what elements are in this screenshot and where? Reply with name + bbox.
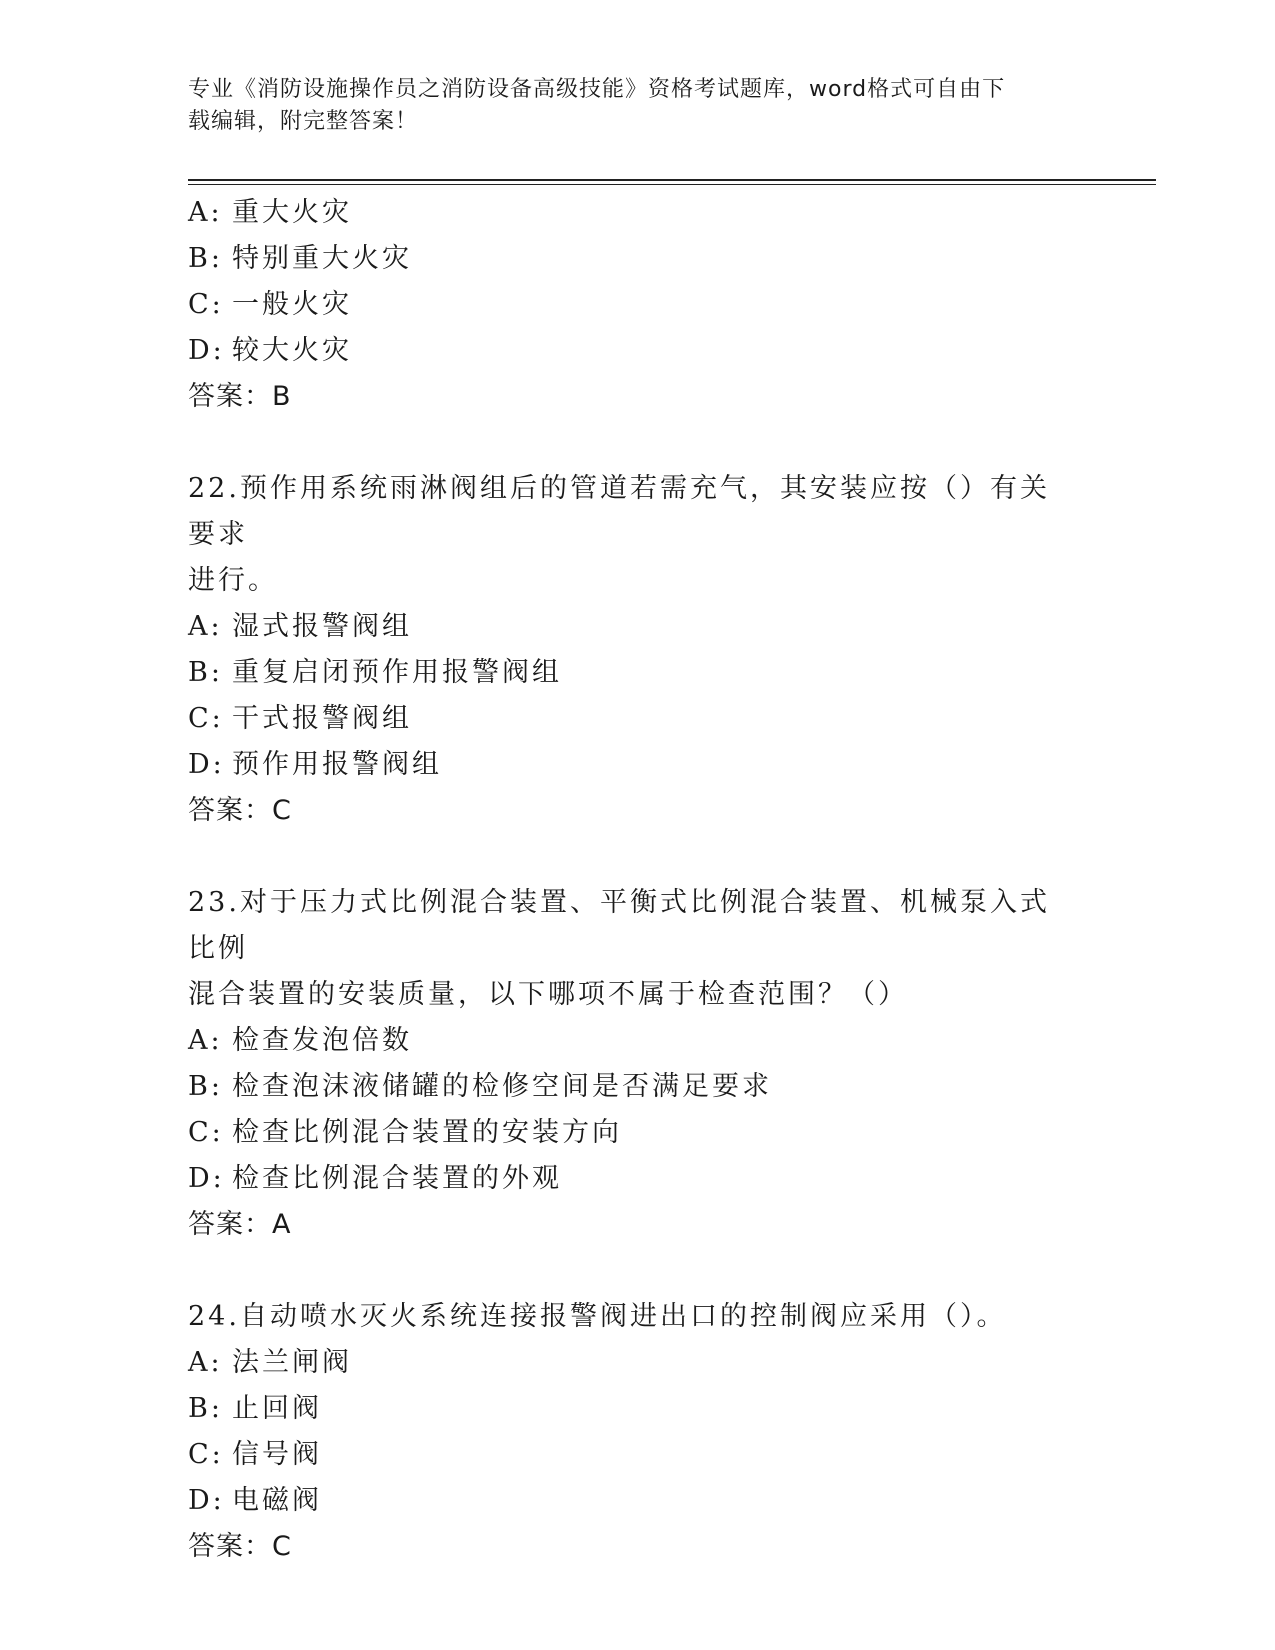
option-d: D: 预作用报警阀组 bbox=[188, 749, 442, 780]
question-list bbox=[188, 190, 1088, 1570]
option-a: A: 重大火灾 bbox=[188, 197, 352, 228]
header-line-1: 专业《消防设施操作员之消防设备高级技能》资格考试题库，word格式可自由下 bbox=[188, 77, 1006, 102]
option-b: B: 止回阀 bbox=[188, 1393, 322, 1424]
option-c: C: 干式报警阀组 bbox=[188, 703, 412, 734]
option-d: D: 较大火灾 bbox=[188, 335, 352, 366]
question-text-line-1: 23.对于压力式比例混合装置、平衡式比例混合装置、机械泵入式比例 bbox=[188, 887, 1050, 964]
option-b: B: 检查泡沫液储罐的检修空间是否满足要求 bbox=[188, 1071, 772, 1102]
header-divider-thin bbox=[188, 184, 1156, 185]
header-line-2: 载编辑，附完整答案！ bbox=[188, 109, 419, 134]
question-24 bbox=[188, 1294, 1088, 1570]
answer: 答案：B bbox=[188, 381, 292, 412]
option-b: B: 特别重大火灾 bbox=[188, 243, 412, 274]
option-a: A: 检查发泡倍数 bbox=[188, 1025, 412, 1056]
option-d: D: 电磁阀 bbox=[188, 1485, 322, 1516]
question-text-line-2: 进行。 bbox=[188, 565, 278, 596]
question-text-line-1: 24.自动喷水灭火系统连接报警阀进出口的控制阀应采用（）。 bbox=[188, 1301, 1007, 1332]
option-a: A: 湿式报警阀组 bbox=[188, 611, 412, 642]
question-22 bbox=[188, 466, 1088, 834]
option-b: B: 重复启闭预作用报警阀组 bbox=[188, 657, 562, 688]
question-21 bbox=[188, 190, 1088, 420]
answer: 答案：C bbox=[188, 795, 292, 826]
header-divider-thick bbox=[188, 179, 1156, 181]
question-23 bbox=[188, 880, 1088, 1248]
option-d: D: 检查比例混合装置的外观 bbox=[188, 1163, 562, 1194]
option-a: A: 法兰闸阀 bbox=[188, 1347, 352, 1378]
option-c: C: 检查比例混合装置的安装方向 bbox=[188, 1117, 622, 1148]
question-text-line-2: 混合装置的安装质量，以下哪项不属于检查范围？（） bbox=[188, 979, 908, 1010]
question-text-line-1: 22.预作用系统雨淋阀组后的管道若需充气，其安装应按（）有关要求 bbox=[188, 473, 1050, 550]
answer: 答案：C bbox=[188, 1531, 292, 1562]
option-c: C: 信号阀 bbox=[188, 1439, 322, 1470]
option-c: C: 一般火灾 bbox=[188, 289, 352, 320]
document-header bbox=[188, 74, 1068, 138]
answer: 答案：A bbox=[188, 1209, 292, 1240]
